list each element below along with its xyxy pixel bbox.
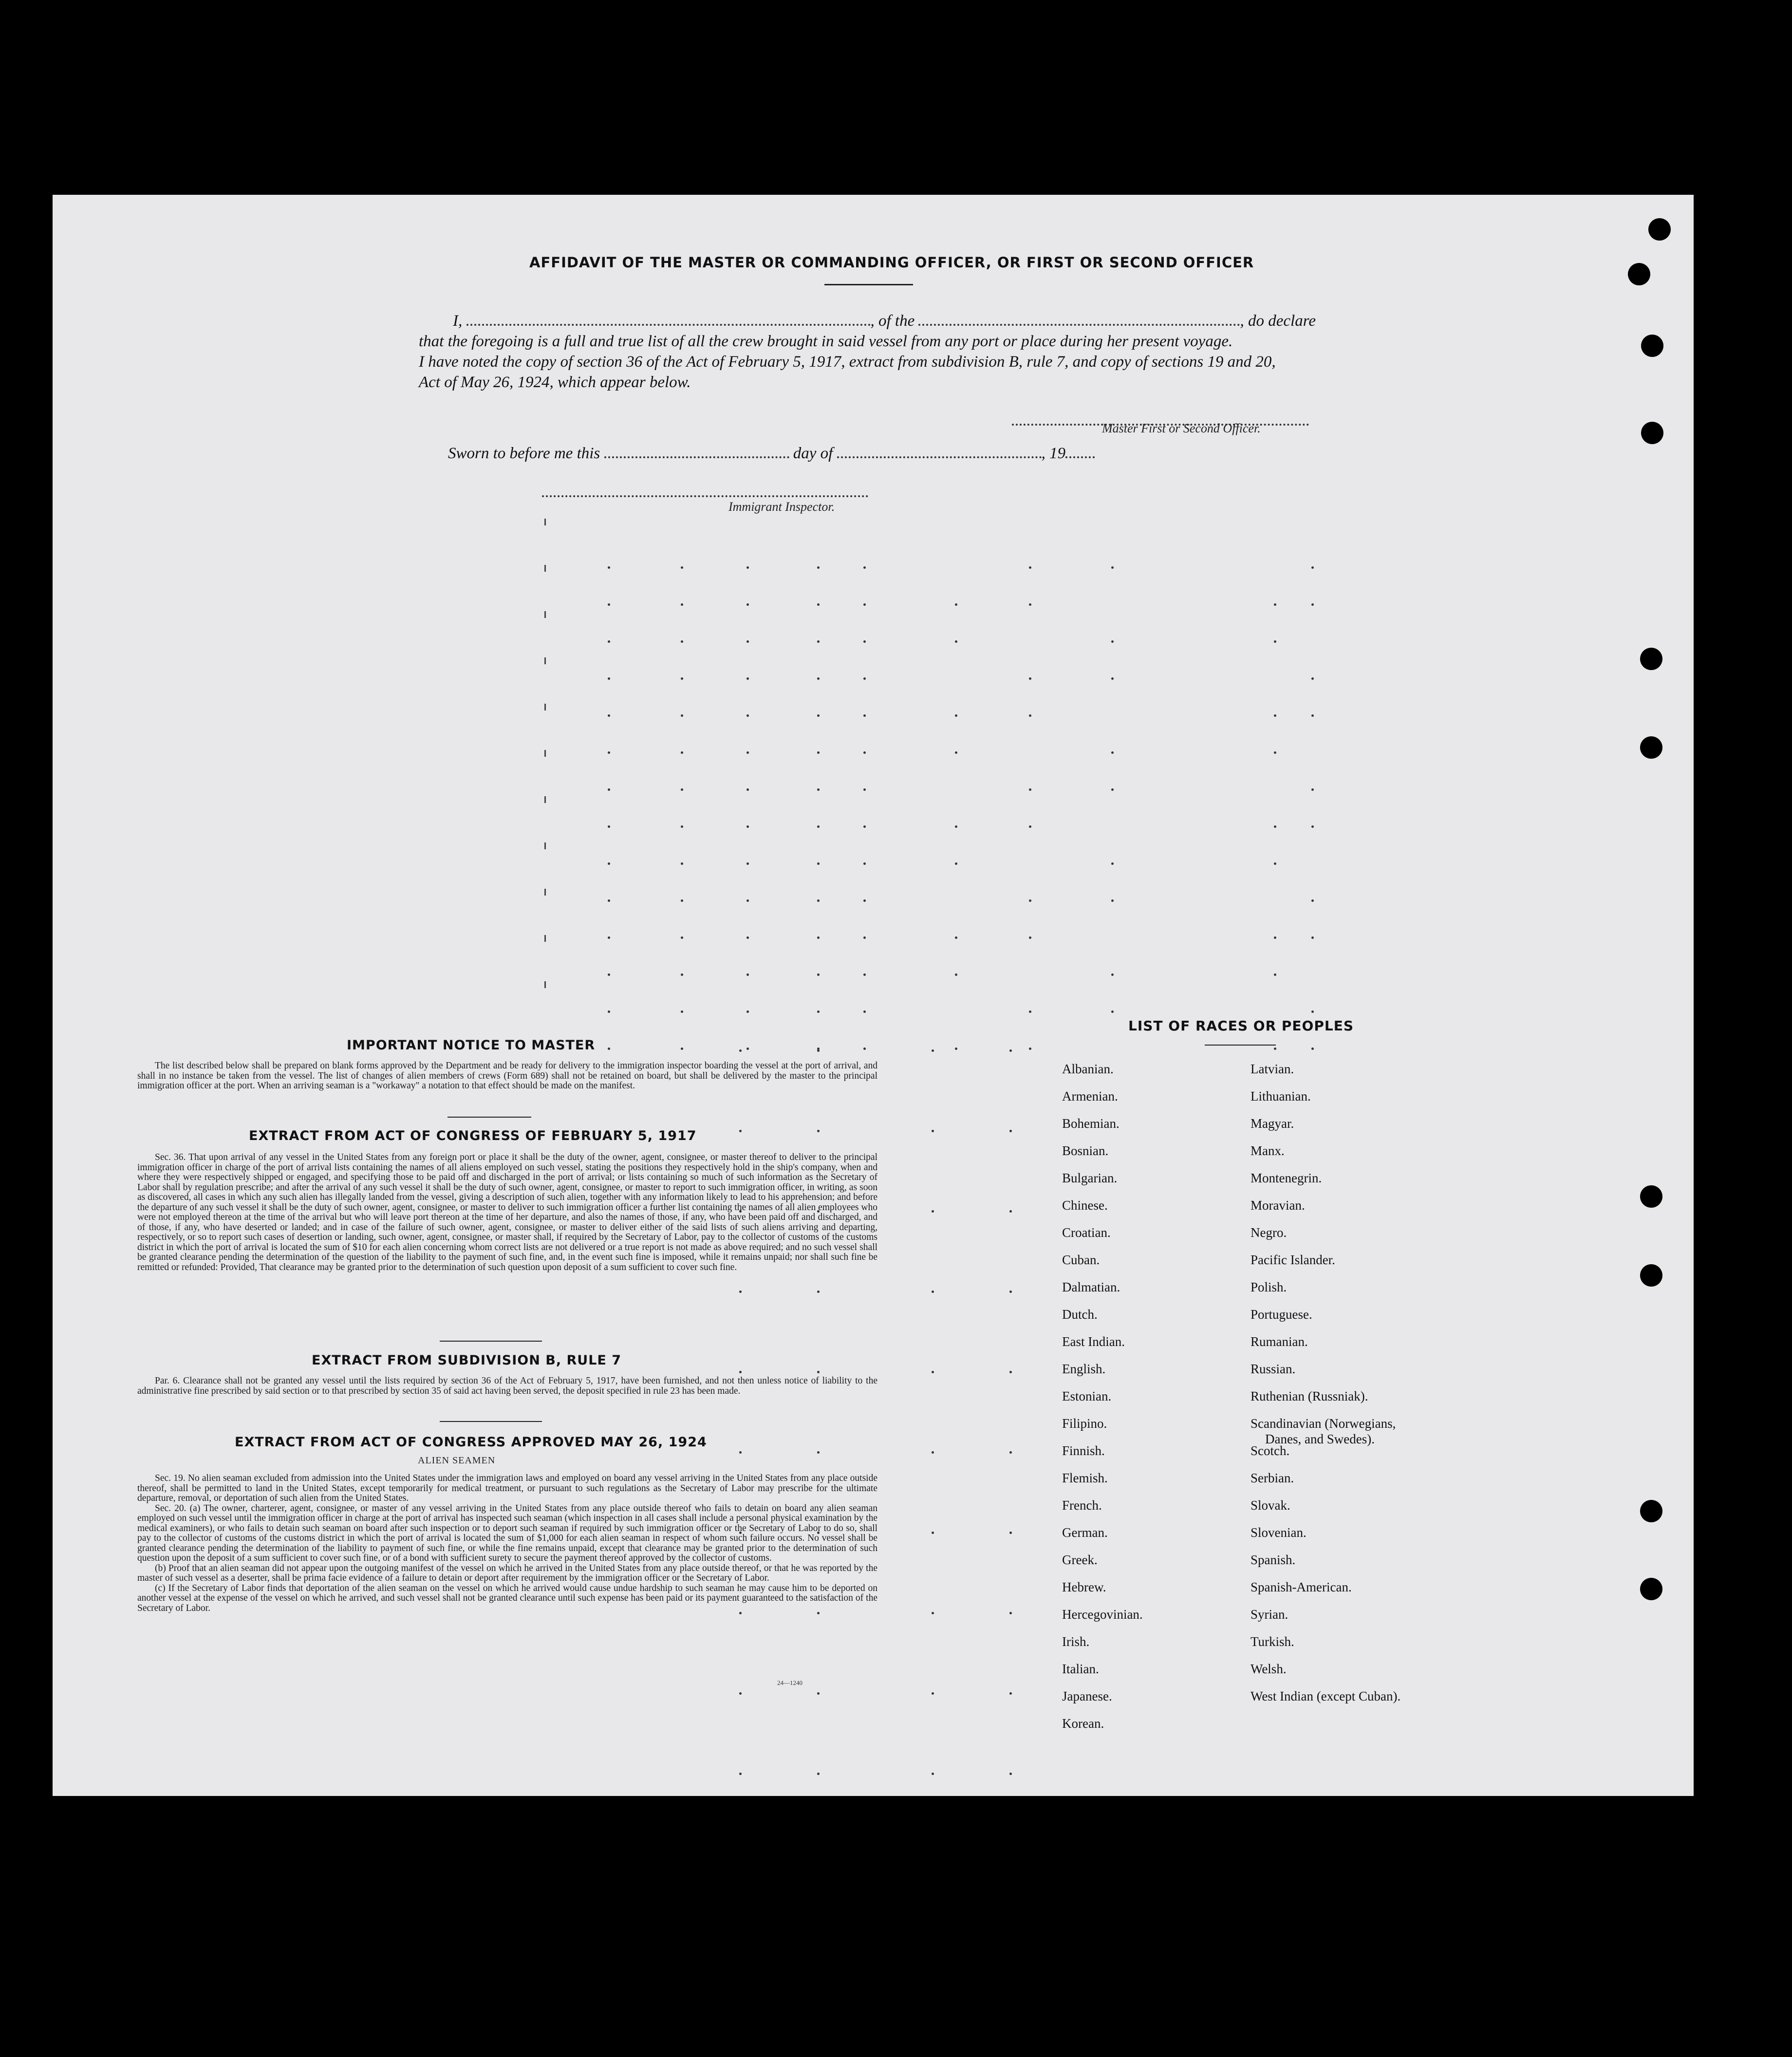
bleed-dot [1311, 1047, 1314, 1050]
bleed-tick [544, 981, 546, 988]
race-item: Greek. [1062, 1552, 1098, 1567]
race-item: Turkish. [1251, 1634, 1294, 1649]
bleed-dot [1311, 825, 1314, 828]
bleed-dot [1029, 566, 1031, 569]
bleed-tick [544, 842, 546, 849]
bleed-dot [608, 788, 610, 791]
bleed-dot [817, 1010, 820, 1013]
title-underline [824, 284, 913, 285]
race-item: Japanese. [1062, 1689, 1112, 1703]
bleed-dot [608, 825, 610, 828]
race-item: Estonian. [1062, 1389, 1112, 1403]
extract-1924-title: EXTRACT FROM ACT OF CONGRESS APPROVED MAY 26, 1924 [235, 1435, 707, 1450]
race-item: East Indian. [1062, 1334, 1125, 1349]
bleed-dot [932, 1371, 934, 1373]
declaration-line-3: I have noted the copy of section 36 of the Act of February 5, 1917, extract from subdivision B, rule 7, and copy of sections 19 and 20, [419, 353, 1276, 371]
race-item: Finnish. [1062, 1443, 1105, 1458]
bleed-dot [932, 1049, 934, 1052]
bleed-dot [932, 1773, 934, 1775]
bleed-dot [817, 788, 820, 791]
bleed-dot [1111, 973, 1114, 976]
race-item: English. [1062, 1362, 1106, 1376]
notice-text [137, 1061, 877, 1091]
sworn-day-blank[interactable] [604, 450, 789, 458]
bleed-dot [1111, 640, 1114, 643]
bleed-dot [1274, 714, 1276, 717]
bleed-dot [608, 1010, 610, 1013]
affidavit-title: AFFIDAVIT OF THE MASTER OR COMMANDING OFFICER, OR FIRST OR SECOND OFFICER [529, 254, 1254, 271]
bleed-dot [681, 936, 683, 939]
race-item: Korean. [1062, 1716, 1104, 1731]
master-signature-caption: Master First or Second Officer. [1102, 421, 1261, 435]
bleed-tick [544, 935, 546, 942]
bleed-dot [863, 566, 866, 569]
bleed-dot [1111, 788, 1114, 791]
bleed-dot [955, 714, 957, 717]
bleed-dot [863, 1047, 866, 1050]
bleed-dot [817, 1692, 820, 1695]
bleed-dot [863, 640, 866, 643]
bleed-dot [955, 936, 957, 939]
rule7-paragraph: Par. 6. Clearance shall not be granted any vessel until the lists required by section 36 of the Act of February 5, 1917, have been furnished, and not then unless notice of liability to the administrative fine prescribed by said section or to that prescribed by section 35 of said act having been served, the deposit specified in rule 23 has been made. [137, 1376, 877, 1396]
declaration-line-1 [453, 311, 1316, 331]
bleed-dot [1311, 899, 1314, 902]
bleed-dot [739, 1130, 742, 1132]
bleed-dot [955, 603, 957, 606]
decl-of-the: , of the [870, 312, 915, 330]
bleed-dot [681, 1010, 683, 1013]
bleed-dot [739, 1049, 742, 1052]
race-item: Flemish. [1062, 1471, 1108, 1485]
bleed-dot [817, 1049, 820, 1052]
bleed-dot [1111, 862, 1114, 865]
bleed-dot [1311, 566, 1314, 569]
bleed-dot [1009, 1612, 1012, 1614]
bleed-dot [681, 862, 683, 865]
bleed-dot [747, 899, 749, 902]
bleed-dot [1029, 1010, 1031, 1013]
sworn-year-blank[interactable] [1065, 450, 1095, 458]
bleed-dot [1009, 1210, 1012, 1213]
bleed-dot [747, 751, 749, 754]
race-item: West Indian (except Cuban). [1251, 1689, 1401, 1703]
bleed-dot [1029, 899, 1031, 902]
bleed-dot [955, 862, 957, 865]
extract-1917-text [137, 1153, 877, 1272]
bleed-dot [863, 603, 866, 606]
bleed-dot [1274, 640, 1276, 643]
bleed-dot [932, 1290, 934, 1293]
bleed-dot [817, 714, 820, 717]
bleed-dot [1029, 1047, 1031, 1050]
bleed-dot [608, 566, 610, 569]
bleed-dot [747, 973, 749, 976]
notice-title: IMPORTANT NOTICE TO MASTER [347, 1038, 596, 1053]
bleed-dot [1274, 862, 1276, 865]
sworn-day-of: day of [793, 445, 833, 462]
race-item: Russian. [1251, 1362, 1296, 1376]
race-item: Dutch. [1062, 1307, 1098, 1322]
bleed-dot [955, 640, 957, 643]
bleed-dot [932, 1130, 934, 1132]
race-item: Latvian. [1251, 1062, 1294, 1076]
bleed-tick [544, 611, 546, 618]
bleed-dot [1009, 1371, 1012, 1373]
bleed-dot [817, 973, 820, 976]
bleed-dot [1274, 1047, 1276, 1050]
sec19-paragraph: Sec. 19. No alien seaman excluded from admission into the United States under the immigration laws and employed on board any vessel arriving in the United States from any place outside thereof, shall be permitted to land in the United States, except temporarily for medical treatment, or pursuant to such regulations as the Secretary of Labor may prescribe for the ultimate departure, removal, or deportation of such alien from the United States. [137, 1473, 877, 1503]
bleed-dot [1009, 1049, 1012, 1052]
bleed-dot [739, 1371, 742, 1373]
bleed-dot [608, 862, 610, 865]
bleed-dot [1111, 751, 1114, 754]
bleed-dot [739, 1692, 742, 1695]
race-item: Montenegrin. [1251, 1171, 1322, 1185]
bleed-dot [817, 1290, 820, 1293]
bleed-dot [747, 1010, 749, 1013]
bleed-dot [932, 1451, 934, 1454]
bleed-dot [1029, 603, 1031, 606]
race-item: Bulgarian. [1062, 1171, 1118, 1185]
race-item: Welsh. [1251, 1662, 1287, 1676]
race-item: Portuguese. [1251, 1307, 1312, 1322]
race-item: Spanish. [1251, 1552, 1296, 1567]
bleed-dot [608, 603, 610, 606]
extract-1924-text [137, 1474, 877, 1613]
binder-hole [1641, 422, 1663, 444]
race-item: Manx. [1251, 1143, 1285, 1158]
bleed-dot [1311, 1010, 1314, 1013]
race-item: Armenian. [1062, 1089, 1118, 1103]
bleed-dot [739, 1290, 742, 1293]
bleed-dot [817, 1130, 820, 1132]
name-blank[interactable] [467, 318, 871, 326]
race-item: Slovenian. [1251, 1525, 1307, 1540]
bleed-dot [817, 677, 820, 680]
bleed-dot [817, 603, 820, 606]
binder-hole [1640, 1264, 1662, 1287]
bleed-dot [608, 1047, 610, 1050]
bleed-dot [1274, 825, 1276, 828]
bleed-dot [932, 1612, 934, 1614]
bleed-dot [955, 751, 957, 754]
race-item: Spanish-American. [1251, 1580, 1352, 1594]
race-item: Scandinavian (Norwegians, [1251, 1416, 1396, 1431]
bleed-dot [681, 1047, 683, 1050]
bleed-dot [863, 714, 866, 717]
bleed-dot [1274, 751, 1276, 754]
bleed-dot [608, 899, 610, 902]
bleed-dot [955, 973, 957, 976]
bleed-dot [1274, 973, 1276, 976]
decl-do-declare: , do declare [1240, 312, 1316, 330]
bleed-dot [681, 788, 683, 791]
bleed-dot [747, 677, 749, 680]
bleed-dot [681, 751, 683, 754]
bleed-dot [608, 936, 610, 939]
notice-paragraph: The list described below shall be prepared on blank forms approved by the Department and be ready for delivery to the immigration inspector boarding the vessel at the port of arrival, and shall in no instance be taken from the vessel. The list of changes of alien members of crews (Form 689) shall not be retained on board, but shall be delivered by the master to the principal immigration officer at the port. When an arriving seaman is a "workaway" a notation to that effect should be made on the manifest. [137, 1061, 877, 1091]
race-item: Magyar. [1251, 1116, 1294, 1131]
bleed-dot [1009, 1451, 1012, 1454]
race-item: Pacific Islander. [1251, 1253, 1335, 1267]
race-item: Dalmatian. [1062, 1280, 1120, 1294]
bleed-dot [817, 566, 820, 569]
race-item: Lithuanian. [1251, 1089, 1311, 1103]
binder-hole [1628, 263, 1650, 285]
sworn-prefix: Sworn to before me this [448, 445, 600, 462]
binder-hole [1640, 648, 1662, 670]
vessel-blank[interactable] [918, 318, 1240, 326]
alien-seamen-subtitle: ALIEN SEAMEN [418, 1455, 496, 1466]
form-number: 24—1240 [777, 1679, 803, 1686]
section-36-paragraph: Sec. 36. That upon arrival of any vessel in the United States from any foreign port or place it shall be the duty of the owner, agent, consignee, or master thereof to deliver to the principal immigration officer in charge of the port of arrival lists containing the names of all aliens employed on such vessel, stating the positions they respectively hold in the ship's company, when and where they were respectively shipped or engaged, and specifying those to be paid off and discharged in the port of arrival; or lists containing so much of such information as the Secretary of Labor shall by regulation prescribe; and after the arrival of any such vessel it shall be the duty of such owner, agent, consignee, or master to report to such immigration officer, in writing, as soon as discovered, all cases in which any such alien has illegally landed from the vessel, giving a description of such alien, together with any information likely to lead to his apprehension; and before the departure of any such vessel it shall be the duty of such owner, agent, consignee, or master to deliver to such immigration officer a further list containing the names of all alien employees who were not employed thereon at the time of the arrival but who will leave port thereon at the time of her departure, and also the names of those, if any, who have been paid off and discharged, and of those, if any, who have deserted or landed; and in case of the failure of such owner, agent, consignee, or master to deliver either of the said lists of such aliens arriving and departing, respectively, or so to report such cases of desertion or landing, such owner, agent, consignee, or master shall, if required by the Secretary of Labor, pay to the collector of customs of the customs district in which the port of arrival is located the sum of $10 for each alien concerning whom correct lists are not delivered or a true report is not made as above required; and no such vessel shall be granted clearance pending the determination of the question of the liability to the payment of such fine, and, in the event such fine is imposed, while it remains unpaid; nor shall such fine be remitted or refunded: Provided, That clearance may be granted prior to the determination of such question upon deposit of a sum sufficient to cover such fine. [137, 1152, 877, 1272]
bleed-dot [747, 1047, 749, 1050]
decl-i: I, [453, 312, 463, 330]
binder-hole [1640, 1578, 1662, 1600]
bleed-dot [747, 714, 749, 717]
bleed-dot [863, 751, 866, 754]
bleed-tick [544, 657, 546, 664]
bleed-dot [817, 1773, 820, 1775]
bleed-dot [817, 1451, 820, 1454]
bleed-dot [817, 751, 820, 754]
bleed-dot [817, 1371, 820, 1373]
document-page [53, 195, 1694, 1796]
bleed-dot [817, 899, 820, 902]
divider-1 [448, 1117, 531, 1118]
bleed-dot [608, 973, 610, 976]
inspector-signature-line[interactable] [542, 489, 868, 497]
binder-hole [1640, 1500, 1662, 1522]
race-item: Bohemian. [1062, 1116, 1120, 1131]
race-item: Croatian. [1062, 1225, 1111, 1240]
bleed-dot [863, 862, 866, 865]
bleed-dot [608, 640, 610, 643]
divider-2 [440, 1341, 542, 1342]
race-item: Hercegovinian. [1062, 1607, 1143, 1622]
bleed-dot [747, 825, 749, 828]
bleed-dot [681, 640, 683, 643]
races-underline [1205, 1045, 1276, 1046]
bleed-dot [747, 936, 749, 939]
bleed-dot [1029, 677, 1031, 680]
bleed-dot [1111, 677, 1114, 680]
bleed-dot [1009, 1692, 1012, 1695]
race-item: Filipino. [1062, 1416, 1107, 1431]
bleed-dot [1009, 1290, 1012, 1293]
bleed-dot [863, 1010, 866, 1013]
bleed-tick [544, 704, 546, 711]
race-item: Moravian. [1251, 1198, 1305, 1213]
race-item: French. [1062, 1498, 1102, 1513]
bleed-dot [1029, 714, 1031, 717]
bleed-dot [747, 640, 749, 643]
bleed-tick [544, 889, 546, 896]
bleed-dot [932, 1210, 934, 1213]
bleed-dot [1311, 677, 1314, 680]
bleed-dot [681, 677, 683, 680]
binder-hole [1640, 736, 1662, 759]
race-item: Negro. [1251, 1225, 1287, 1240]
bleed-dot [608, 751, 610, 754]
bleed-dot [863, 788, 866, 791]
bleed-dot [681, 566, 683, 569]
race-item: Bosnian. [1062, 1143, 1109, 1158]
sec20c-paragraph: (c) If the Secretary of Labor finds that deportation of the alien seaman on the vessel on which he arrived would cause undue hardship to such seaman he may cause him to be deported on another vessel at the expense of the vessel on which he arrived, and such vessel shall not be granted clearance until such expense has been paid or its payment guaranteed to the satisfaction of the Secretary of Labor. [137, 1583, 877, 1613]
bleed-dot [681, 973, 683, 976]
race-item: Danes, and Swedes). [1265, 1432, 1375, 1446]
bleed-dot [932, 1532, 934, 1534]
bleed-dot [1009, 1773, 1012, 1775]
bleed-dot [1274, 603, 1276, 606]
sec20b-paragraph: (b) Proof that an alien seaman did not appear upon the outgoing manifest of the vessel on which he arrived in the United States from any place outside thereof, or that he was reported by the master of such vessel as a deserter, shall be prima facie evidence of a failure to detain or deport after requirement by the immigration officer or the Secretary of Labor. [137, 1563, 877, 1583]
bleed-dot [1029, 788, 1031, 791]
extract-1917-title: EXTRACT FROM ACT OF CONGRESS OF FEBRUARY 5, 1917 [249, 1128, 697, 1143]
race-item: Italian. [1062, 1662, 1099, 1676]
bleed-dot [955, 825, 957, 828]
race-item: Rumanian. [1251, 1334, 1308, 1349]
bleed-dot [747, 603, 749, 606]
bleed-dot [1311, 788, 1314, 791]
bleed-dot [1111, 899, 1114, 902]
races-title: LIST OF RACES OR PEOPLES [1128, 1018, 1354, 1034]
declaration-line-4: Act of May 26, 1924, which appear below. [419, 374, 691, 391]
race-item: Polish. [1251, 1280, 1287, 1294]
bleed-tick [544, 565, 546, 572]
bleed-dot [608, 677, 610, 680]
sec20a-paragraph: Sec. 20. (a) The owner, charterer, agent, consignee, or master of any vessel arriving in the United States from any place outside thereof who fails to detain on board any alien seaman employed on such vessel until the immigration officer in charge at the port of arrival has inspected such seaman (which inspection in all cases shall include a personal physical examination by the medical examiners), or who fails to detain such seaman on board after such inspection or to deport such seaman if required by such immigration officer or the Secretary of Labor to do so, shall pay to the collector of customs of the customs district in which the port of arrival is located the sum of $1,000 for each alien seaman in respect of whom such failure occurs. No vessel shall be granted clearance pending the determination of the liability to payment of such fine, or while the fine remains unpaid, except that clearance may be granted prior to the determination of such question upon the deposit of a sum sufficient to cover such fine, or of a bond with sufficient surety to secure the payment thereof approved by the collector of customs. [137, 1503, 877, 1563]
bleed-dot [681, 825, 683, 828]
divider-3 [440, 1421, 542, 1422]
bleed-dot [1029, 936, 1031, 939]
inspector-caption: Immigrant Inspector. [728, 500, 835, 514]
bleed-dot [1311, 936, 1314, 939]
sworn-line [448, 443, 1095, 464]
bleed-dot [863, 677, 866, 680]
bleed-tick [544, 796, 546, 803]
bleed-dot [1311, 603, 1314, 606]
race-item: Slovak. [1251, 1498, 1290, 1513]
race-item: Syrian. [1251, 1607, 1288, 1622]
race-item: Ruthenian (Russniak). [1251, 1389, 1368, 1403]
bleed-dot [1274, 936, 1276, 939]
race-item: Chinese. [1062, 1198, 1108, 1213]
extract-rule7-title: EXTRACT FROM SUBDIVISION B, RULE 7 [312, 1353, 622, 1368]
bleed-dot [747, 788, 749, 791]
bleed-tick [544, 750, 546, 757]
race-item: Cuban. [1062, 1253, 1100, 1267]
bleed-dot [681, 899, 683, 902]
race-item: Serbian. [1251, 1471, 1294, 1485]
race-item: Hebrew. [1062, 1580, 1106, 1594]
bleed-dot [817, 640, 820, 643]
bleed-dot [747, 862, 749, 865]
bleed-dot [1029, 825, 1031, 828]
bleed-dot [863, 899, 866, 902]
bleed-dot [863, 973, 866, 976]
bleed-dot [817, 862, 820, 865]
bleed-dot [1111, 1010, 1114, 1013]
bleed-dot [747, 566, 749, 569]
bleed-dot [681, 714, 683, 717]
race-item: German. [1062, 1525, 1108, 1540]
bleed-dot [1311, 714, 1314, 717]
binder-hole [1640, 1185, 1662, 1208]
bleed-dot [955, 1047, 957, 1050]
bleed-dot [739, 1451, 742, 1454]
bleed-dot [863, 825, 866, 828]
bleed-tick [544, 519, 546, 525]
bleed-dot [739, 1773, 742, 1775]
race-item: Scotch. [1251, 1443, 1290, 1458]
declaration-line-2: that the foregoing is a full and true list of all the crew brought in said vessel from any port or place during her present voyage. [419, 333, 1233, 350]
bleed-dot [1009, 1130, 1012, 1132]
bleed-dot [608, 714, 610, 717]
bleed-dot [932, 1692, 934, 1695]
binder-hole [1641, 335, 1663, 357]
bleed-dot [1111, 566, 1114, 569]
race-item: Irish. [1062, 1634, 1090, 1649]
sworn-month-blank[interactable] [837, 450, 1042, 458]
bleed-dot [1009, 1532, 1012, 1534]
extract-rule7-text [137, 1376, 877, 1396]
bleed-dot [863, 936, 866, 939]
bleed-dot [817, 936, 820, 939]
race-item: Albanian. [1062, 1062, 1114, 1076]
sworn-year-prefix: , 19 [1041, 445, 1066, 462]
binder-hole [1648, 218, 1671, 241]
bleed-dot [817, 825, 820, 828]
bleed-dot [681, 603, 683, 606]
